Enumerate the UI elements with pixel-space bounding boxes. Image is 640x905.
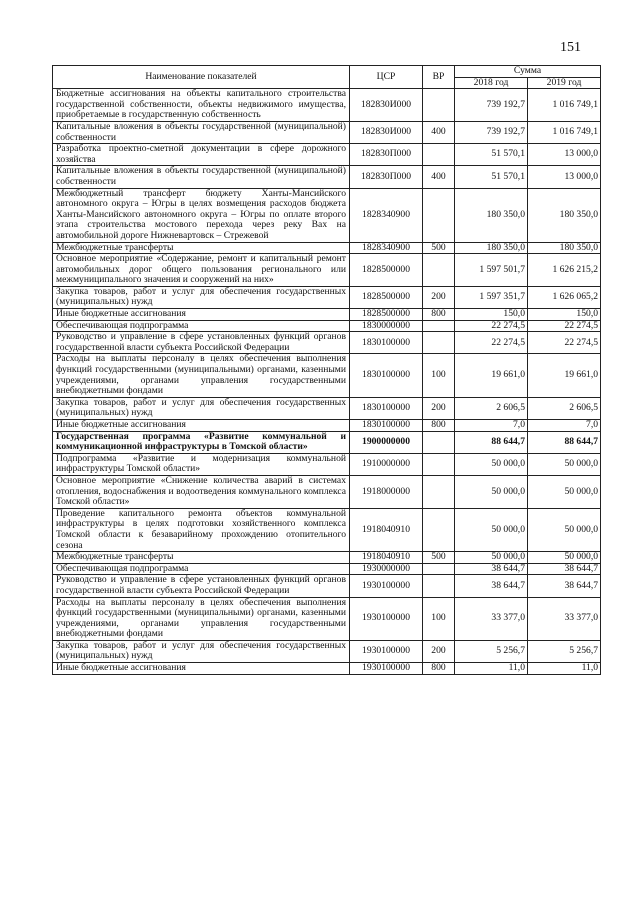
row-vr: 200 (423, 640, 455, 662)
row-amount-2018: 2 606,5 (455, 397, 528, 419)
header-sum: Сумма (455, 66, 601, 78)
row-amount-2019: 19 661,0 (528, 354, 601, 397)
row-amount-2018: 38 644,7 (455, 575, 528, 597)
table-row (53, 453, 601, 475)
row-csr: 182830И000 (350, 89, 423, 122)
table-row (53, 431, 601, 453)
row-name: Закупка товаров, работ и услуг для обеспечения государственных (муниципальных) нужд (53, 640, 350, 662)
row-amount-2018: 11,0 (455, 663, 528, 675)
row-amount-2018: 180 350,0 (455, 188, 528, 242)
row-vr: 800 (423, 420, 455, 432)
row-amount-2018: 19 661,0 (455, 354, 528, 397)
row-csr: 1930100000 (350, 640, 423, 662)
table-row (53, 188, 601, 242)
table-row (53, 354, 601, 397)
table-row (53, 475, 601, 508)
table-row (53, 121, 601, 143)
row-csr: 1830100000 (350, 354, 423, 397)
row-csr: 1918040910 (350, 508, 423, 551)
table-row (53, 420, 601, 432)
table-row (53, 552, 601, 564)
row-amount-2018: 50 000,0 (455, 453, 528, 475)
table-row (53, 254, 601, 287)
table-row (53, 286, 601, 308)
row-amount-2018: 22 274,5 (455, 320, 528, 332)
row-name: Закупка товаров, работ и услуг для обеспечения государственных (муниципальных) нужд (53, 286, 350, 308)
row-amount-2019: 50 000,0 (528, 508, 601, 551)
table-row (53, 309, 601, 321)
header-year-2019: 2019 год (528, 77, 601, 89)
table-row (53, 242, 601, 254)
table-row (53, 144, 601, 166)
row-vr (423, 188, 455, 242)
row-name: Обеспечивающая подпрограмма (53, 563, 350, 575)
budget-table (52, 65, 601, 675)
row-amount-2019: 88 644,7 (528, 431, 601, 453)
row-name: Иные бюджетные ассигнования (53, 663, 350, 675)
row-amount-2018: 1 597 351,7 (455, 286, 528, 308)
row-amount-2018: 22 274,5 (455, 332, 528, 354)
row-name: Расходы на выплаты персоналу в целях обеспечения выполнения функций государственными (муниципальными) органами, казенными учреждениями, органами управления государственными внебюджетными фондами (53, 597, 350, 640)
row-vr (423, 453, 455, 475)
row-name: Бюджетные ассигнования на объекты капитального строительства государственной собственности, объекты недвижимого имущества, приобретаемые в государственную собственность (53, 89, 350, 122)
row-csr: 1930100000 (350, 663, 423, 675)
row-csr: 1918040910 (350, 552, 423, 564)
row-csr: 1930100000 (350, 597, 423, 640)
row-vr: 500 (423, 242, 455, 254)
table-row (53, 508, 601, 551)
row-amount-2019: 1 626 065,2 (528, 286, 601, 308)
row-csr: 1918000000 (350, 475, 423, 508)
row-amount-2019: 11,0 (528, 663, 601, 675)
row-amount-2019: 50 000,0 (528, 475, 601, 508)
table-row (53, 320, 601, 332)
row-amount-2018: 38 644,7 (455, 563, 528, 575)
row-name: Межбюджетные трансферты (53, 552, 350, 564)
row-amount-2018: 50 000,0 (455, 475, 528, 508)
row-amount-2018: 33 377,0 (455, 597, 528, 640)
row-vr: 200 (423, 286, 455, 308)
row-csr: 1930100000 (350, 575, 423, 597)
row-csr: 1830100000 (350, 420, 423, 432)
row-amount-2019: 38 644,7 (528, 563, 601, 575)
row-vr (423, 431, 455, 453)
header-row (53, 66, 601, 78)
page-number: 151 (560, 40, 581, 55)
table-body (53, 89, 601, 674)
row-amount-2019: 13 000,0 (528, 144, 601, 166)
row-amount-2018: 739 192,7 (455, 121, 528, 143)
row-amount-2019: 2 606,5 (528, 397, 601, 419)
row-csr: 1830000000 (350, 320, 423, 332)
row-vr: 100 (423, 597, 455, 640)
row-vr (423, 320, 455, 332)
row-vr: 100 (423, 354, 455, 397)
row-name: Межбюджетные трансферты (53, 242, 350, 254)
table-row (53, 640, 601, 662)
row-vr: 800 (423, 663, 455, 675)
row-name: Государственная программа «Развитие коммунальной и коммуникационной инфраструктуры в Томской области» (53, 431, 350, 453)
row-csr: 1900000000 (350, 431, 423, 453)
table-row (53, 397, 601, 419)
row-amount-2019: 22 274,5 (528, 332, 601, 354)
row-name: Капитальные вложения в объекты государственной (муниципальной) собственности (53, 166, 350, 188)
row-amount-2019: 1 626 215,2 (528, 254, 601, 287)
row-name: Обеспечивающая подпрограмма (53, 320, 350, 332)
row-vr: 200 (423, 397, 455, 419)
row-amount-2018: 88 644,7 (455, 431, 528, 453)
row-amount-2019: 50 000,0 (528, 552, 601, 564)
row-amount-2018: 150,0 (455, 309, 528, 321)
row-csr: 1828340900 (350, 242, 423, 254)
row-name: Межбюджетный трансферт бюджету Ханты-Мансийского автономного округа – Югры в целях возмещения расходов бюджета Ханты-Мансийского автономного округа – Югры по оплате второго этапа строительства мостового перехода через реку Вах на автомобильной дороге Нижневартовск – Стрежевой (53, 188, 350, 242)
row-name: Проведение капитального ремонта объектов коммунальной инфраструктуры в целях подготовки хозяйственного комплекса Томской области к безаварийному прохождению отопительного сезона (53, 508, 350, 551)
row-amount-2018: 51 570,1 (455, 144, 528, 166)
row-name: Иные бюджетные ассигнования (53, 309, 350, 321)
row-amount-2018: 739 192,7 (455, 89, 528, 122)
row-csr: 1830100000 (350, 332, 423, 354)
row-vr: 400 (423, 166, 455, 188)
row-name: Основное мероприятие «Снижение количества аварий в системах отопления, водоснабжения и водоотведения коммунального комплекса Томской области» (53, 475, 350, 508)
row-csr: 1828500000 (350, 286, 423, 308)
row-vr: 800 (423, 309, 455, 321)
row-amount-2019: 180 350,0 (528, 188, 601, 242)
row-name: Капитальные вложения в объекты государственной (муниципальной) собственности (53, 121, 350, 143)
table-row (53, 166, 601, 188)
row-csr: 1910000000 (350, 453, 423, 475)
row-csr: 1828500000 (350, 309, 423, 321)
table-row (53, 332, 601, 354)
row-name: Руководство и управление в сфере установленных функций органов государственной власти субъекта Российской Федерации (53, 332, 350, 354)
row-amount-2018: 50 000,0 (455, 552, 528, 564)
row-vr (423, 563, 455, 575)
row-csr: 182830П000 (350, 166, 423, 188)
row-amount-2018: 7,0 (455, 420, 528, 432)
row-name: Руководство и управление в сфере установленных функций органов государственной власти субъекта Российской Федерации (53, 575, 350, 597)
row-name: Подпрограмма «Развитие и модернизация коммунальной инфраструктуры Томской области» (53, 453, 350, 475)
row-name: Иные бюджетные ассигнования (53, 420, 350, 432)
row-vr (423, 508, 455, 551)
row-amount-2019: 1 016 749,1 (528, 89, 601, 122)
row-csr: 1828340900 (350, 188, 423, 242)
row-amount-2019: 7,0 (528, 420, 601, 432)
row-amount-2019: 38 644,7 (528, 575, 601, 597)
table-row (53, 563, 601, 575)
row-vr (423, 89, 455, 122)
header-year-2018: 2018 год (455, 77, 528, 89)
header-vr: ВР (423, 66, 455, 89)
row-csr: 1930000000 (350, 563, 423, 575)
row-amount-2019: 13 000,0 (528, 166, 601, 188)
table-row (53, 663, 601, 675)
row-amount-2019: 180 350,0 (528, 242, 601, 254)
row-csr: 1830100000 (350, 397, 423, 419)
row-vr (423, 332, 455, 354)
row-name: Расходы на выплаты персоналу в целях обеспечения выполнения функций государственными (муниципальными) органами, казенными учреждениями, органами управления государственными внебюджетными фондами (53, 354, 350, 397)
row-csr: 182830П000 (350, 144, 423, 166)
row-amount-2019: 1 016 749,1 (528, 121, 601, 143)
row-amount-2018: 50 000,0 (455, 508, 528, 551)
row-amount-2019: 22 274,5 (528, 320, 601, 332)
row-csr: 1828500000 (350, 254, 423, 287)
row-vr (423, 475, 455, 508)
row-amount-2018: 1 597 501,7 (455, 254, 528, 287)
table-row (53, 575, 601, 597)
header-csr: ЦСР (350, 66, 423, 89)
row-vr: 400 (423, 121, 455, 143)
row-vr (423, 575, 455, 597)
row-vr (423, 144, 455, 166)
header-name: Наименование показателей (53, 66, 350, 89)
row-name: Основное мероприятие «Содержание, ремонт и капитальный ремонт автомобильных дорог общего пользования регионального или межмуниципального значения и сооружений на них» (53, 254, 350, 287)
row-amount-2019: 5 256,7 (528, 640, 601, 662)
row-vr (423, 254, 455, 287)
row-csr: 182830И000 (350, 121, 423, 143)
row-amount-2019: 33 377,0 (528, 597, 601, 640)
row-amount-2019: 150,0 (528, 309, 601, 321)
row-vr: 500 (423, 552, 455, 564)
row-amount-2018: 5 256,7 (455, 640, 528, 662)
row-name: Разработка проектно-сметной документации в сфере дорожного хозяйства (53, 144, 350, 166)
row-amount-2018: 180 350,0 (455, 242, 528, 254)
table-row (53, 597, 601, 640)
row-amount-2019: 50 000,0 (528, 453, 601, 475)
table-row (53, 89, 601, 122)
row-amount-2018: 51 570,1 (455, 166, 528, 188)
row-name: Закупка товаров, работ и услуг для обеспечения государственных (муниципальных) нужд (53, 397, 350, 419)
